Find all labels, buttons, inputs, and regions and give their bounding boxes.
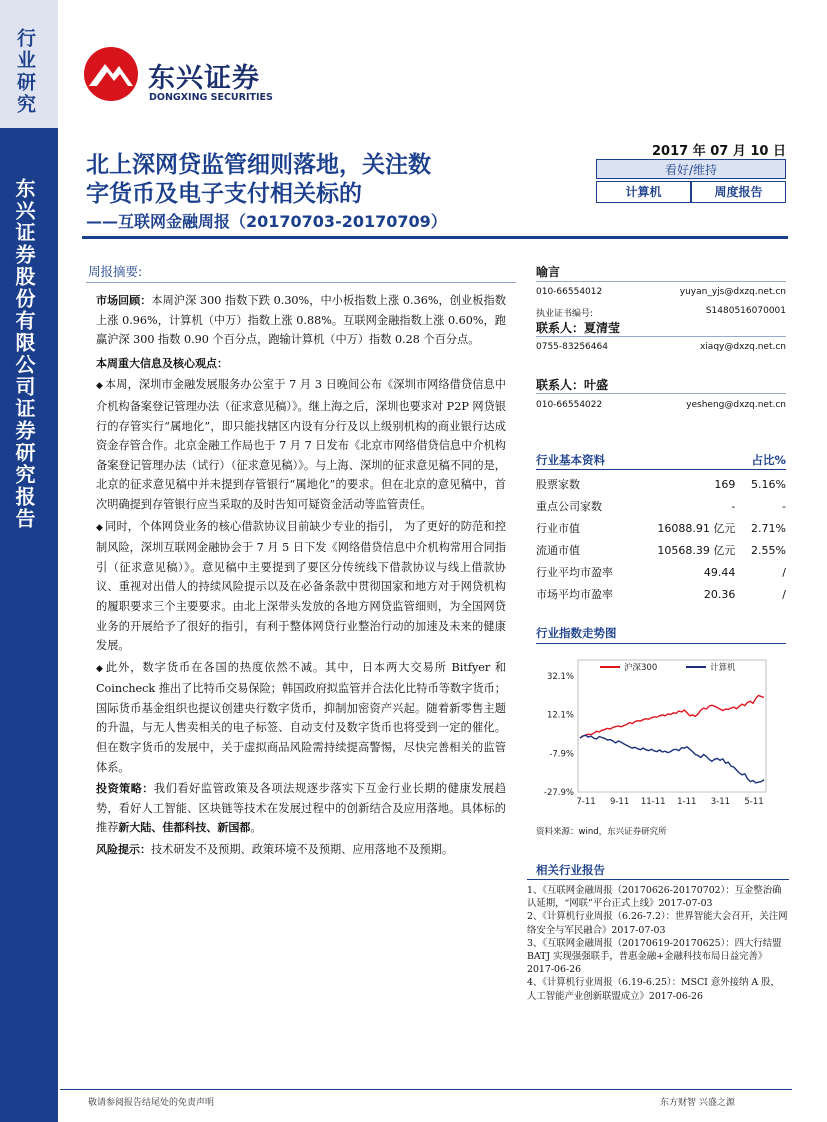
market-review-label: 市场回顾： — [96, 294, 152, 307]
industry-info-label: 行业平均市盈率 — [536, 566, 613, 579]
chart-x-tick-label: 3-11 — [710, 797, 731, 807]
chart-x-tick-label: 11-11 — [640, 797, 666, 807]
analyst-1-divider — [536, 281, 786, 282]
summary-heading: 周报摘要: — [88, 264, 143, 279]
contact-2-name: 联系人：叶盛 — [536, 378, 609, 392]
risk-paragraph — [96, 840, 506, 860]
chart-x-tick-label: 1-11 — [677, 797, 697, 807]
contact-1-divider — [536, 336, 786, 337]
report-title-line1: 北上深网贷监管细则落地，关注数 — [86, 152, 431, 178]
investment-picks: 新大陆、佳都科技、新国都 — [118, 821, 251, 835]
related-report-item[interactable]: 1、《互联网金融周报（20170626-20170702）：互金整治确认延期，“网联”平台正式上线》2017-07-03 — [527, 885, 782, 910]
bullet-diamond-icon: ◆ — [96, 381, 104, 392]
industry-info-label: 行业市值 — [536, 522, 580, 535]
industry-info-value: 49.44 — [703, 565, 736, 579]
news-heading: 本周重大信息及核心观点： — [96, 356, 228, 370]
contact-2-email[interactable]: yesheng@dxzq.net.cn — [686, 400, 786, 410]
index-chart-divider — [536, 643, 786, 644]
industry-info-label: 流通市值 — [536, 544, 580, 557]
dongxing-logo-icon — [83, 46, 139, 102]
analyst-1-cert-label: 执业证书编号: — [536, 309, 594, 319]
related-reports-list — [527, 884, 789, 1003]
analyst-1-cert-number: S1480516070001 — [705, 306, 786, 316]
analyst-1-phone: 010-66554012 — [536, 287, 603, 297]
footer-slogan: 东方财智 兴盛之源 — [660, 1098, 735, 1108]
analyst-1-name: 喻言 — [536, 265, 561, 279]
industry-info-row — [536, 517, 786, 539]
report-title-line2: 字货币及电子支付相关标的 — [86, 181, 362, 207]
industry-info-value: 16088.91 亿元 — [657, 522, 736, 535]
industry-info-label: 股票家数 — [536, 478, 580, 491]
industry-info-row — [536, 473, 786, 495]
contact-2-phone: 010-66554022 — [536, 400, 603, 410]
related-reports-divider — [527, 879, 789, 880]
market-review-paragraph — [96, 291, 506, 350]
sidebar-company-name: 东兴证券股份有限公司证券研究报告 — [12, 178, 36, 530]
contact-1-name: 联系人：夏清莹 — [536, 321, 621, 335]
industry-info-value: 10568.39 亿元 — [657, 544, 736, 557]
chart-x-tick-label: 7-11 — [576, 797, 596, 807]
news-bullet-2 — [96, 517, 506, 656]
market-review-text: 本周沪深 300 指数下跌 0.30%，中小板指数上涨 0.36%，创业板指数上涨 0.96%，计算机（中万）指数上涨 0.88%。互联网金融指数上涨 0.60%，跑赢沪深 300 指数 0.90 个百分点，跑输计算机（中万）指数 0.28 个百分点。 — [96, 294, 507, 347]
contact-1-phone: 0755-83256464 — [536, 342, 608, 352]
risk-text: 技术研发不及预期、政策环境不及预期、应用落地不及预期。 — [151, 843, 454, 857]
investment-strategy-text: 我们看好监管政策及各项法规逐步落实下互金行业长期的健康发展趋势，看好人工智能、区块链等技术在发展过程中的创新结合及应用落地。具体标的推荐 — [96, 782, 506, 835]
category-badge-type: 周度报告 — [691, 181, 786, 203]
index-trend-chart — [530, 650, 786, 818]
bullet-diamond-icon: ◆ — [96, 522, 104, 533]
contact-2-divider — [536, 393, 786, 394]
report-date: 2017 年 07 月 10 日 — [652, 144, 786, 159]
category-badge-industry: 计算机 — [596, 181, 691, 203]
related-report-item[interactable]: 4、《计算机行业周报（6.19-6.25）：MSCI 意外接纳 A 股，人工智能产业创新联盟成立》2017-06-26 — [527, 977, 780, 1002]
news-bullet-3 — [96, 658, 506, 778]
chart-x-tick-label: 5-11 — [744, 797, 764, 807]
investment-strategy-end: 。 — [250, 821, 262, 835]
industry-info-row — [536, 495, 786, 517]
logo-chinese-name: 东兴证券 — [148, 63, 260, 94]
industry-info-pct: / — [782, 565, 786, 579]
news-heading-paragraph — [96, 354, 506, 374]
chart-y-tick-label: -7.9% — [549, 749, 574, 760]
industry-info-divider — [536, 469, 786, 470]
news-bullet-2-text: 同时，个体网贷业务的核心借款协议目前缺少专业的指引， 为了更好的防范和控制风险，深圳互联网金融协会于 7 月 5 日下发《网络借贷信息中介机构常用合同指引（征求意见稿）》。意见稿中主要提到了要区分传统线下借款协议与线上借款协议、重视对出借人的持续风险提示以及在必备条款中贯彻国家和地方对于网贷机构的履职要求三个主要要求。由北上深带头发放的各地方网贷监管细则，为全国网贷业务的开展给予了很好的指引，有利于整体网贷行业整治行动的加速及未来的健康发展。 — [96, 519, 507, 653]
news-bullet-1 — [96, 375, 506, 514]
chart-source: 资料来源：wind，东兴证券研究所 — [536, 827, 667, 837]
report-subtitle: ——互联网金融周报（20170703-20170709） — [86, 212, 447, 231]
industry-info-row — [536, 583, 786, 605]
logo-english-name: DONGXING SECURITIES — [149, 92, 273, 103]
footer-divider — [60, 1089, 792, 1090]
chart-legend-label: 沪深300 — [624, 663, 658, 673]
industry-info-table — [536, 473, 786, 605]
index-chart-heading: 行业指数走势图 — [536, 626, 617, 640]
industry-info-value: 169 — [714, 477, 736, 491]
industry-info-pct: / — [782, 587, 786, 601]
chart-y-tick-label: 12.1% — [546, 710, 574, 721]
industry-info-pct: 2.55% — [751, 543, 786, 557]
summary-divider — [86, 282, 516, 283]
industry-info-row — [536, 539, 786, 561]
industry-info-label: 市场平均市盈率 — [536, 588, 613, 601]
industry-info-pct: 2.71% — [751, 521, 786, 535]
chart-series-line — [580, 696, 764, 739]
report-body — [96, 291, 506, 862]
industry-info-pct-header: 占比% — [751, 453, 786, 467]
related-report-item[interactable]: 2、《计算机行业周报（6.26-7.2）：世界智能大会召开，关注网络安全与军民融合》2017-07-03 — [527, 911, 788, 936]
analyst-1-email[interactable]: yuyan_yjs@dxzq.net.cn — [679, 287, 786, 297]
industry-info-value: 20.36 — [703, 587, 736, 601]
related-reports-heading: 相关行业报告 — [536, 863, 605, 877]
bullet-diamond-icon: ◆ — [96, 663, 104, 674]
industry-info-label: 重点公司家数 — [536, 500, 602, 513]
investment-strategy-label: 投资策略： — [96, 782, 154, 796]
industry-info-heading: 行业基本资料 — [536, 453, 605, 467]
related-report-item[interactable]: 3、《互联网金融周报（20170619-20170625）：四大行结盟 BATJ 实现强强联手，普惠金融+金融科技布局日益完善》2017-06-26 — [527, 937, 782, 976]
chart-legend-label: 计算机 — [710, 663, 736, 673]
sidebar-report-type: 行业研究 — [14, 28, 36, 116]
chart-y-tick-label: 32.1% — [546, 672, 574, 682]
chart-y-tick-label: -27.9% — [543, 788, 574, 798]
news-bullet-1-text: 本周，深圳市金融发展服务办公室于 7 月 3 日晚间公布《深圳市网络借贷信息中介机构备案登记管理办法（征求意见稿）》。继上海之后，深圳也要求对 P2P 网贷银行的存管实行“属地化”，即只能找辖区内设有分行及以上级别机构的商业银行达成资金存管合作。北京金融工作局也于 7 月 7 日发布《北京市网络借贷信息中介机构备案登记管理办法（试行）（征求意见稿）》。与上海、深圳的征求意见稿不同的是，北京的征求意见稿中并未提到存管银行“属地化”的要求。但在北京的意见稿中，首次明确提到存管银行应当采取的及时告知可疑资金活动等监管责任。 — [96, 378, 506, 511]
risk-label: 风险提示： — [96, 843, 151, 857]
industry-info-value: - — [731, 499, 736, 513]
investment-strategy-paragraph — [96, 779, 506, 838]
industry-info-pct: 5.16% — [751, 477, 786, 491]
chart-series-line — [580, 735, 764, 783]
news-bullet-3-text: 此外，数字货币在各国的热度依然不减。其中，日本两大交易所 Bitfyer 和 Coincheck 推出了比特币交易保险；韩国政府拟监管并合法化比特币等数字货币；国际货币基金组织也提议创建央行数字货币，抑制加密资产兴起。随着新零售主题的升温，与无人售卖相关的电子标签、自动支付及数字货币也将受到一定的催化。但在数字货币的发展中，关于虚拟商品风险需持续提高警惕，尽快完善相关的监管体系。 — [96, 660, 507, 774]
rating-badge: 看好/维持 — [596, 159, 786, 179]
industry-info-row — [536, 561, 786, 583]
footer-disclaimer: 敬请参阅报告结尾处的免责声明 — [88, 1098, 215, 1108]
industry-info-pct: - — [782, 499, 786, 513]
header-divider — [82, 236, 788, 239]
chart-x-tick-label: 9-11 — [609, 797, 630, 807]
contact-1-email[interactable]: xiaqy@dxzq.net.cn — [699, 342, 786, 352]
